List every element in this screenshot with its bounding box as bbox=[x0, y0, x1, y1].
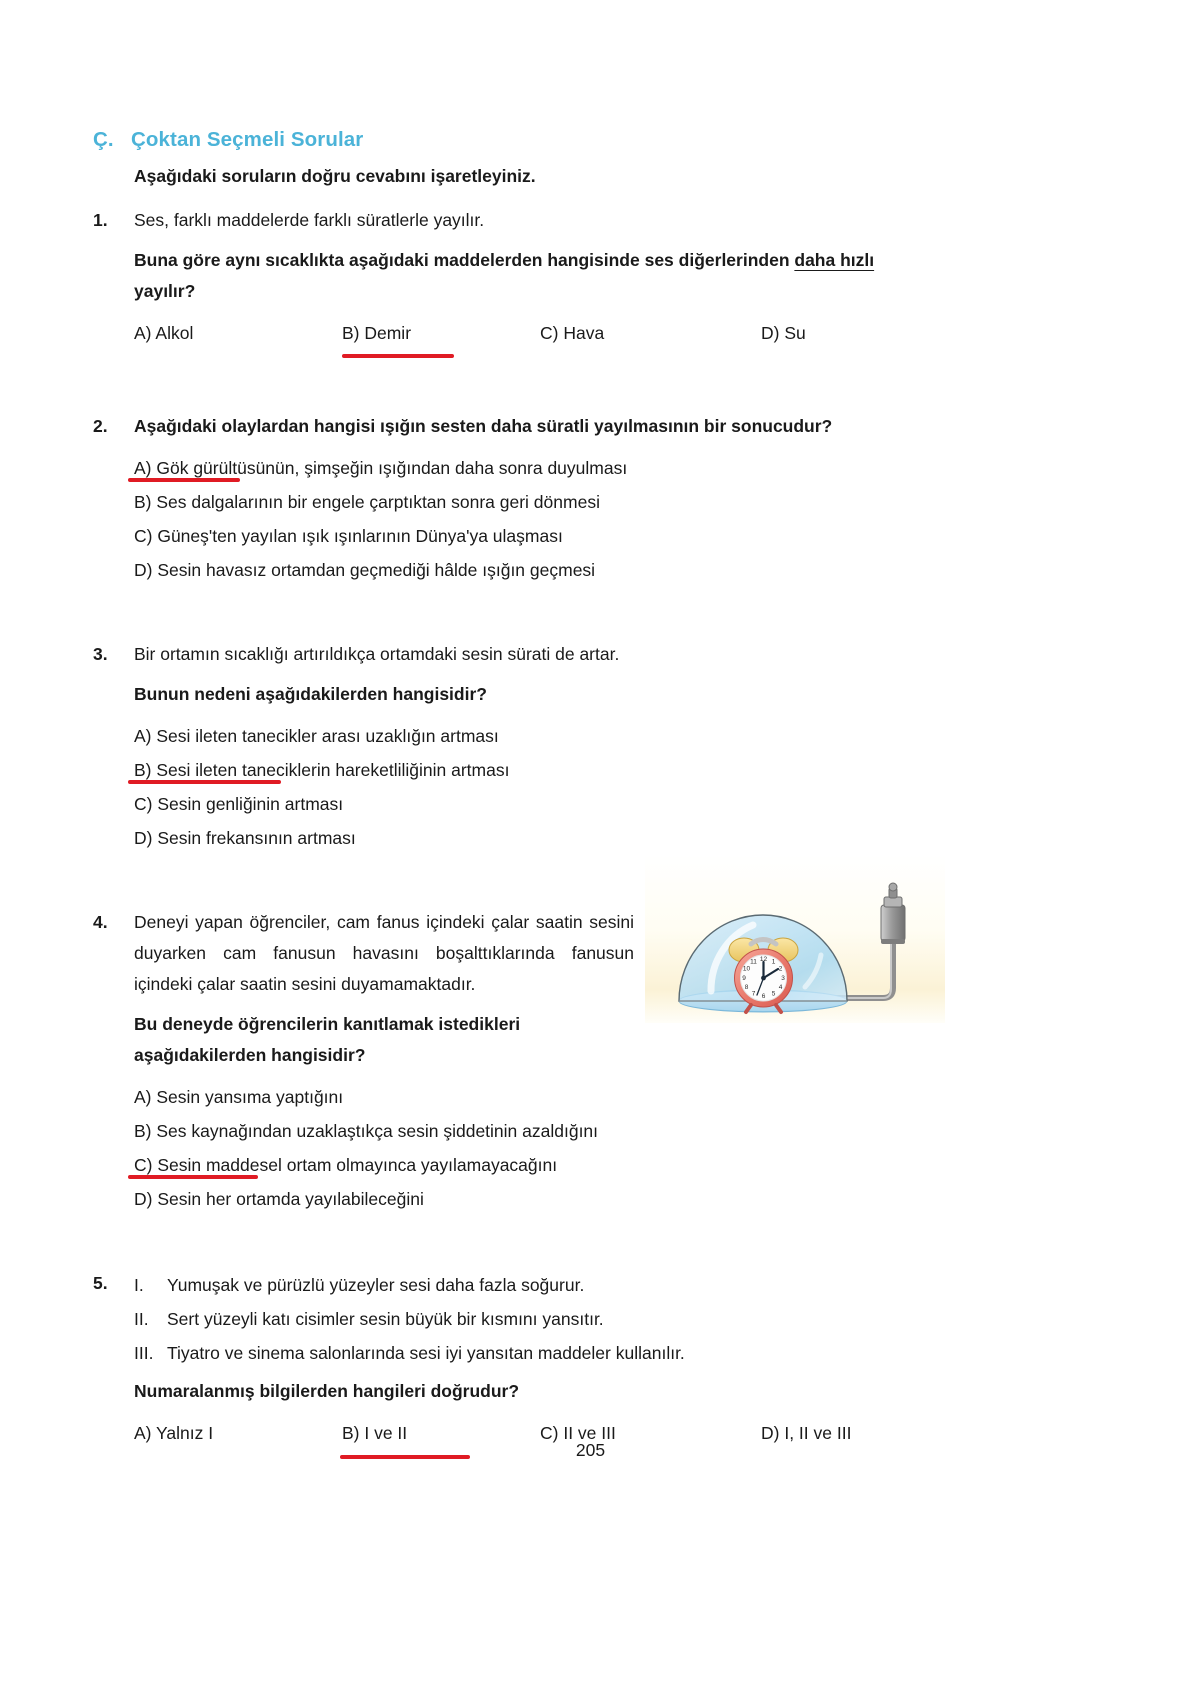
question-number: 3. bbox=[93, 644, 108, 664]
option-label: A) Gök gürültüsünün, şimşeğin ışığından daha sonra duyulması bbox=[134, 458, 628, 478]
question-prompt: Numaralanmış bilgilerden hangileri doğrudur? bbox=[134, 1381, 520, 1401]
option-label: C) Hava bbox=[540, 323, 605, 343]
option-label: D) Su bbox=[761, 323, 806, 343]
section-heading bbox=[93, 128, 1023, 152]
svg-text:1: 1 bbox=[771, 958, 776, 966]
bell-jar-experiment-figure bbox=[645, 855, 945, 1023]
option-b[interactable] bbox=[134, 753, 509, 787]
option-d[interactable] bbox=[134, 1182, 1023, 1216]
option-label: B) Demir bbox=[342, 323, 412, 343]
answer-options-row bbox=[134, 316, 1023, 359]
svg-text:3: 3 bbox=[781, 975, 785, 982]
option-label: B) I ve II bbox=[342, 1423, 408, 1443]
option-a[interactable] bbox=[134, 451, 627, 485]
option-a[interactable] bbox=[134, 316, 342, 359]
question-spacer bbox=[93, 369, 1023, 411]
option-b[interactable] bbox=[342, 316, 540, 359]
question-prompt bbox=[134, 1009, 634, 1071]
option-label: B) Ses kaynağından uzaklaştıkça sesin şiddetinin azaldığını bbox=[134, 1121, 599, 1141]
page-number: 205 bbox=[575, 1440, 606, 1460]
option-label: D) I, II ve III bbox=[761, 1423, 852, 1443]
option-label: A) Sesin yansıma yaptığını bbox=[134, 1087, 344, 1107]
svg-text:5: 5 bbox=[771, 990, 776, 998]
statement-text: Tiyatro ve sinema salonlarında sesi iyi yansıtan maddeler kullanılır. bbox=[167, 1343, 685, 1363]
svg-text:4: 4 bbox=[778, 984, 783, 991]
question-number: 1. bbox=[93, 210, 108, 230]
svg-text:2: 2 bbox=[778, 965, 783, 973]
question-2 bbox=[93, 411, 1023, 587]
option-label: B) Ses dalgalarının bir engele çarptıktan sonra geri dönmesi bbox=[134, 492, 600, 512]
option-label: A) Alkol bbox=[134, 323, 194, 343]
option-label: B) Sesi ileten taneciklerin hareketliliğinin artması bbox=[134, 760, 510, 780]
question-prompt: Aşağıdaki olaylardan hangisi ışığın sesten daha süratli yayılmasının bir sonucudur? bbox=[134, 416, 833, 436]
svg-text:6: 6 bbox=[761, 993, 766, 1000]
question-spacer bbox=[93, 597, 1023, 639]
option-b[interactable] bbox=[134, 1114, 1023, 1148]
option-label: C) Sesin genliğinin artması bbox=[134, 794, 344, 814]
option-label: D) Sesin her ortamda yayılabileceğini bbox=[134, 1189, 424, 1209]
statement-text: Sert yüzeyli katı cisimler sesin büyük bir kısmını yansıtır. bbox=[167, 1309, 604, 1329]
option-d[interactable] bbox=[134, 821, 1023, 855]
question-1 bbox=[93, 205, 1023, 359]
svg-text:7: 7 bbox=[751, 990, 756, 998]
option-label: D) Sesin havasız ortamdan geçmediği hâlde ışığın geçmesi bbox=[134, 560, 596, 580]
question-number: 5. bbox=[93, 1273, 108, 1293]
section-letter: Ç. bbox=[93, 128, 114, 151]
svg-text:10: 10 bbox=[742, 965, 751, 973]
option-d[interactable] bbox=[761, 316, 941, 359]
vacuum-pump-icon bbox=[881, 905, 905, 941]
option-label: C) Sesin maddesel ortam olmayınca yayılamayacağını bbox=[134, 1155, 558, 1175]
statement-text: Yumuşak ve pürüzlü yüzeyler sesi daha fazla soğurur. bbox=[167, 1275, 585, 1295]
option-a[interactable] bbox=[134, 719, 1023, 753]
statement-1 bbox=[134, 1268, 1023, 1302]
statement-numeral: II. bbox=[134, 1309, 149, 1329]
question-spacer bbox=[93, 1226, 1023, 1268]
option-label: D) Sesin frekansının artması bbox=[134, 828, 356, 848]
red-underline-mark bbox=[128, 1175, 258, 1179]
option-a[interactable] bbox=[134, 1080, 1023, 1114]
question-number: 2. bbox=[93, 416, 108, 436]
option-label: A) Yalnız I bbox=[134, 1423, 214, 1443]
svg-text:12: 12 bbox=[759, 956, 768, 963]
option-c[interactable] bbox=[134, 519, 1023, 553]
option-label: A) Sesi ileten tanecikler arası uzaklığın artması bbox=[134, 726, 499, 746]
option-c[interactable] bbox=[134, 787, 1023, 821]
statement-numeral: III. bbox=[134, 1343, 154, 1363]
question-stem: Ses, farklı maddelerde farklı süratlerle yayılır. bbox=[134, 210, 485, 230]
option-d[interactable] bbox=[134, 553, 1023, 587]
question-number: 4. bbox=[93, 912, 108, 932]
option-label: C) II ve III bbox=[540, 1423, 616, 1443]
statement-3 bbox=[134, 1336, 1023, 1370]
prompt-line-2: aşağıdakilerden hangisidir? bbox=[134, 1045, 366, 1065]
prompt-line-1: Bu deneyde öğrencilerin kanıtlamak istedikleri bbox=[134, 1014, 521, 1034]
question-5 bbox=[93, 1268, 1023, 1459]
bell-jar-illustration bbox=[645, 855, 945, 1023]
question-3 bbox=[93, 639, 1023, 855]
option-c[interactable] bbox=[540, 316, 761, 359]
option-b[interactable] bbox=[134, 485, 1023, 519]
prompt-text-continued: yayılır? bbox=[134, 281, 196, 301]
question-prompt: Bunun nedeni aşağıdakilerden hangisidir? bbox=[134, 684, 487, 704]
red-underline-mark bbox=[128, 478, 240, 482]
svg-text:11: 11 bbox=[750, 958, 757, 966]
question-stem: Bir ortamın sıcaklığı artırıldıkça ortamdaki sesin sürati de artar. bbox=[134, 644, 620, 664]
section-instruction: Aşağıdaki soruların doğru cevabını işaretleyiniz. bbox=[134, 166, 536, 186]
svg-text:9: 9 bbox=[742, 975, 746, 982]
red-underline-mark bbox=[128, 780, 281, 784]
question-prompt bbox=[134, 245, 1023, 307]
section-title: Çoktan Seçmeli Sorular bbox=[131, 128, 364, 151]
prompt-underlined-text: daha hızlı bbox=[794, 250, 875, 270]
svg-text:8: 8 bbox=[744, 984, 749, 991]
red-underline-mark bbox=[342, 354, 454, 358]
statement-numeral: I. bbox=[134, 1275, 144, 1295]
option-c[interactable] bbox=[134, 1148, 557, 1182]
question-stem: Deneyi yapan öğrenciler, cam fanus içindeki çalar saatin sesini duyarken cam fanusun havasını boşalttıklarında fanusun içindeki çalar saatin sesini duyamamaktadır. bbox=[134, 912, 634, 994]
option-label: C) Güneş'ten yayılan ışık ışınlarının Dünya'ya ulaşması bbox=[134, 526, 563, 546]
prompt-text: Buna göre aynı sıcaklıkta aşağıdaki maddelerden hangisinde ses diğerlerinden bbox=[134, 250, 795, 270]
statement-2 bbox=[134, 1302, 1023, 1336]
page-content bbox=[93, 128, 1023, 1469]
